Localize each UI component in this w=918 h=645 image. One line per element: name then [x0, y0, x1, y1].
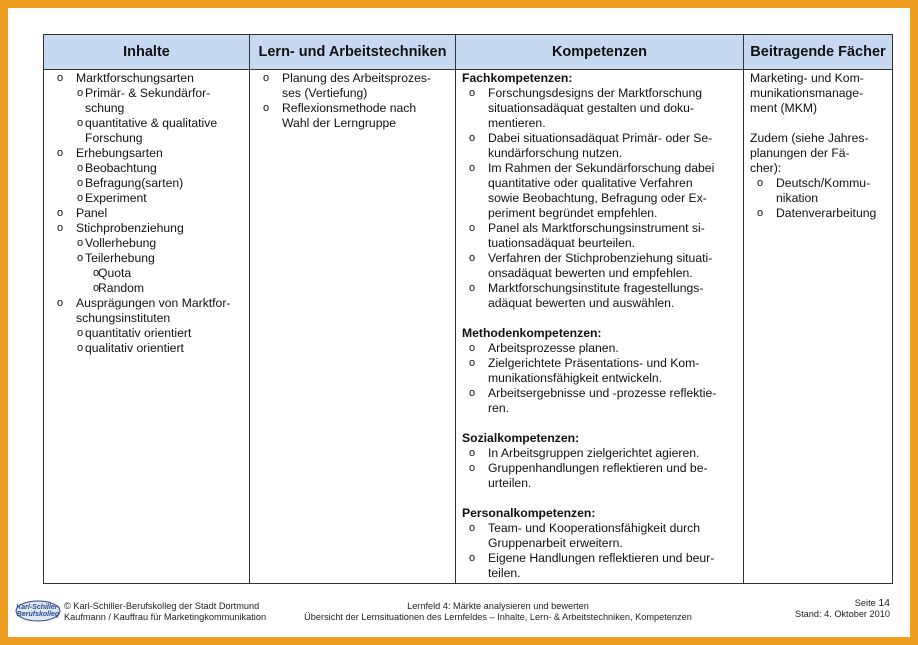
list-item-text: sowie Beobachtung, Befragung oder Ex- — [488, 191, 707, 205]
inhalte-list-item — [48, 191, 245, 206]
bullet-marker: o — [469, 282, 476, 294]
bullet-marker: o — [469, 462, 476, 474]
bullet-marker: o — [757, 177, 764, 189]
list-item-text: Marktforschungsinstitute fragestellungs- — [488, 281, 704, 295]
school-logo-text: Karl-Schiller-Berufskolleg — [16, 604, 60, 618]
list-item-text: adäquat bewerten und auswählen. — [488, 296, 675, 310]
bullet-marker: o — [469, 552, 476, 564]
inhalte-list-item — [48, 266, 245, 281]
table-header-row — [44, 35, 893, 70]
kompetenz-list-item — [460, 386, 739, 401]
header-kompetenzen: Kompetenzen — [456, 35, 744, 70]
inhalte-list-item — [48, 116, 245, 131]
kompetenz-list-item — [460, 521, 739, 536]
footer-overview: Übersicht der Lernsituationen des Lernfeldes – Inhalte, Lern- & Arbeitstechniken, Kompetenzen — [304, 612, 692, 622]
kompetenz-list-item — [460, 476, 739, 491]
kompetenz-list-item — [460, 551, 739, 566]
footer-page-number: 14 — [878, 597, 890, 609]
inhalte-list-item — [48, 86, 245, 101]
list-item-text: In Arbeitsgruppen zielgerichtet agieren. — [488, 446, 700, 460]
bullet-marker: o — [469, 222, 476, 234]
bullet-marker: o — [57, 297, 64, 309]
list-item-text: Zielgerichtete Präsentations- und Kom- — [488, 356, 700, 370]
list-item-text: Vollerhebung — [85, 236, 157, 250]
list-item-text: Primär- & Sekundärfor- — [85, 86, 211, 100]
list-item-text: Panel — [76, 206, 108, 220]
list-item-text: ren. — [488, 401, 510, 415]
list-item-text: urteilen. — [488, 476, 532, 490]
list-item-text: qualitativ orientiert — [85, 341, 184, 355]
bullet-marker: o — [469, 447, 476, 459]
kompetenz-list-item — [460, 281, 739, 296]
bullet-marker: o — [469, 387, 476, 399]
list-item-text: Stichprobenziehung — [76, 221, 184, 235]
inhalte-list-item — [48, 311, 245, 326]
inhalte-list-item — [48, 161, 245, 176]
lern-list-item — [254, 101, 451, 116]
inhalte-list-item — [48, 206, 245, 221]
bullet-marker: o — [263, 72, 270, 84]
inhalte-list-item — [48, 341, 245, 356]
list-item-text: Planung des Arbeitsprozes- — [282, 71, 432, 85]
bullet-marker: o — [77, 237, 84, 249]
faecher-text-line: ment (MKM) — [750, 101, 818, 115]
list-item-text: Random — [98, 281, 145, 295]
footer-date: Stand: 4. Oktober 2010 — [794, 609, 890, 619]
bullet-marker: o — [469, 162, 476, 174]
bullet-marker: o — [77, 327, 84, 339]
list-item-text: nikation — [776, 191, 819, 205]
kompetenz-list-item — [460, 206, 739, 221]
bullet-marker: o — [77, 117, 84, 129]
bullet-marker: o — [469, 252, 476, 264]
kompetenz-list-item — [460, 146, 739, 161]
list-item-text: Datenverarbeitung — [776, 206, 877, 220]
inhalte-list-item — [48, 131, 245, 146]
faecher-text-line: Marketing- und Kom- — [750, 71, 864, 85]
bullet-marker: o — [93, 267, 100, 279]
spacer — [460, 311, 739, 326]
list-item-text: ses (Vertiefung) — [282, 86, 368, 100]
inhalte-list-item — [48, 101, 245, 116]
kompetenz-list-item — [460, 356, 739, 371]
list-item-text: Panel als Marktforschungsinstrument si- — [488, 221, 705, 235]
bullet-marker: o — [469, 522, 476, 534]
list-item-text: situationsadäquat gestalten und doku- — [488, 101, 694, 115]
list-item-text: schungsinstituten — [76, 311, 171, 325]
list-item-text: Experiment — [85, 191, 147, 205]
list-item-text: Wahl der Lerngruppe — [282, 116, 397, 130]
list-item-text: Ausprägungen von Marktfor- — [76, 296, 231, 310]
list-item-text: tuationsadäquat beurteilen. — [488, 236, 636, 250]
list-item-text: Arbeitsprozesse planen. — [488, 341, 619, 355]
bullet-marker: o — [57, 207, 64, 219]
list-item-text: Beobachtung — [85, 161, 157, 175]
cell-kompetenzen — [456, 70, 744, 584]
faecher-list-item — [748, 206, 888, 221]
spacer — [460, 416, 739, 431]
bullet-marker: o — [77, 252, 84, 264]
kompetenz-list-item — [460, 296, 739, 311]
kompetenz-list-item — [460, 86, 739, 101]
curriculum-table — [43, 34, 893, 584]
kompetenz-section-heading: Sozialkompetenzen: — [462, 431, 580, 445]
bullet-marker: o — [77, 342, 84, 354]
list-item-text: Gruppenhandlungen reflektieren und be- — [488, 461, 708, 475]
list-item-text: Marktforschungsarten — [76, 71, 194, 85]
bullet-marker: o — [469, 132, 476, 144]
faecher-text-line: Zudem (siehe Jahres- — [750, 131, 869, 145]
kompetenz-list-item — [460, 131, 739, 146]
lern-list-item — [254, 71, 451, 86]
kompetenz-section-heading: Fachkompetenzen: — [462, 71, 573, 85]
inhalte-list-item — [48, 146, 245, 161]
list-item-text: quantitative & qualitative — [85, 116, 218, 130]
kompetenz-list-item — [460, 191, 739, 206]
bullet-marker: o — [57, 147, 64, 159]
kompetenz-list-item — [460, 236, 739, 251]
cell-lern-arbeitstechniken — [250, 70, 456, 584]
lern-list-item — [254, 86, 451, 101]
kompetenz-list-item — [460, 251, 739, 266]
bullet-marker: o — [757, 207, 764, 219]
kompetenz-list-item — [460, 161, 739, 176]
list-item-text: Reflexionsmethode nach — [282, 101, 417, 115]
list-item-text: periment begründet empfehlen. — [488, 206, 658, 220]
footer-page-label: Seite — [854, 598, 876, 608]
list-item-text: Quota — [98, 266, 132, 280]
footer-left — [64, 601, 266, 623]
inhalte-list-item — [48, 221, 245, 236]
inhalte-list-item — [48, 251, 245, 266]
bullet-marker: o — [469, 342, 476, 354]
faecher-text-line: planungen der Fä- — [750, 146, 850, 160]
list-item-text: Forschung — [85, 131, 143, 145]
list-item-text: Forschungsdesigns der Marktforschung — [488, 86, 703, 100]
list-item-text: onsadäquat bewerten und empfehlen. — [488, 266, 693, 280]
header-inhalte: Inhalte — [44, 35, 250, 70]
kompetenz-list-item — [460, 401, 739, 416]
kompetenz-list-item — [460, 266, 739, 281]
kompetenz-list-item — [460, 221, 739, 236]
kompetenz-section-heading: Personalkompetenzen: — [462, 506, 596, 520]
list-item-text: Verfahren der Stichprobenziehung situati- — [488, 251, 713, 265]
faecher-list-item — [748, 191, 888, 206]
list-item-text: Teilerhebung — [85, 251, 155, 265]
list-item-text: Im Rahmen der Sekundärforschung dabei — [488, 161, 715, 175]
list-item-text: schung — [85, 101, 125, 115]
list-item-text: teilen. — [488, 566, 521, 580]
bullet-marker: o — [77, 162, 84, 174]
kompetenz-list-item — [460, 116, 739, 131]
list-item-text: Eigene Handlungen reflektieren und beur- — [488, 551, 715, 565]
document-page — [8, 8, 910, 637]
inhalte-list-item — [48, 176, 245, 191]
inhalte-list-item — [48, 281, 245, 296]
bullet-marker: o — [77, 177, 84, 189]
bullet-marker: o — [263, 102, 270, 114]
list-item-text: Team- und Kooperationsfähigkeit durch — [488, 521, 701, 535]
kompetenz-list-item — [460, 536, 739, 551]
page-footer — [8, 596, 910, 636]
list-item-text: Dabei situationsadäquat Primär- oder Se- — [488, 131, 713, 145]
list-item-text: Deutsch/Kommu- — [776, 176, 871, 190]
list-item-text: munikationsfähigkeit entwickeln. — [488, 371, 663, 385]
footer-copyright: © Karl-Schiller-Berufskolleg der Stadt Dortmund — [64, 601, 260, 611]
lern-list-item — [254, 116, 451, 131]
bullet-marker: o — [77, 87, 84, 99]
list-item-text: Befragung(sarten) — [85, 176, 184, 190]
footer-profession: Kaufmann / Kauffrau für Marketingkommunikation — [64, 612, 267, 622]
list-item-text: quantitativ orientiert — [85, 326, 192, 340]
bullet-marker: o — [93, 282, 100, 294]
faecher-text-line: cher): — [750, 161, 782, 175]
inhalte-list-item — [48, 296, 245, 311]
header-beitragende-faecher: Beitragende Fächer — [744, 35, 893, 70]
kompetenz-list-item — [460, 341, 739, 356]
kompetenz-list-item — [460, 446, 739, 461]
bullet-marker: o — [469, 87, 476, 99]
footer-lernfeld: Lernfeld 4: Märkte analysieren und bewerten — [407, 601, 589, 611]
inhalte-list-item — [48, 236, 245, 251]
footer-center — [268, 601, 728, 623]
bullet-marker: o — [77, 192, 84, 204]
faecher-list-item — [748, 176, 888, 191]
list-item-text: Gruppenarbeit erweitern. — [488, 536, 623, 550]
kompetenz-list-item — [460, 176, 739, 191]
bullet-marker: o — [57, 72, 64, 84]
kompetenz-list-item — [460, 371, 739, 386]
inhalte-list-item — [48, 71, 245, 86]
footer-right — [795, 598, 890, 620]
list-item-text: Arbeitsergebnisse und -prozesse reflektie- — [488, 386, 717, 400]
spacer — [748, 116, 888, 131]
kompetenz-list-item — [460, 461, 739, 476]
faecher-text-line: munikationsmanage- — [750, 86, 864, 100]
kompetenz-list-item — [460, 101, 739, 116]
table-content-row — [44, 70, 893, 584]
spacer — [460, 491, 739, 506]
cell-beitragende-faecher — [744, 70, 893, 584]
header-lern-arbeitstechniken: Lern- und Arbeitstechniken — [250, 35, 456, 70]
list-item-text: mentieren. — [488, 116, 546, 130]
kompetenz-section-heading: Methodenkompetenzen: — [462, 326, 602, 340]
list-item-text: quantitative oder qualitative Verfahren — [488, 176, 693, 190]
list-item-text: kundärforschung nutzen. — [488, 146, 623, 160]
bullet-marker: o — [57, 222, 64, 234]
inhalte-list-item — [48, 326, 245, 341]
bullet-marker: o — [469, 357, 476, 369]
kompetenz-list-item — [460, 566, 739, 581]
list-item-text: Erhebungsarten — [76, 146, 163, 160]
cell-inhalte — [44, 70, 250, 584]
